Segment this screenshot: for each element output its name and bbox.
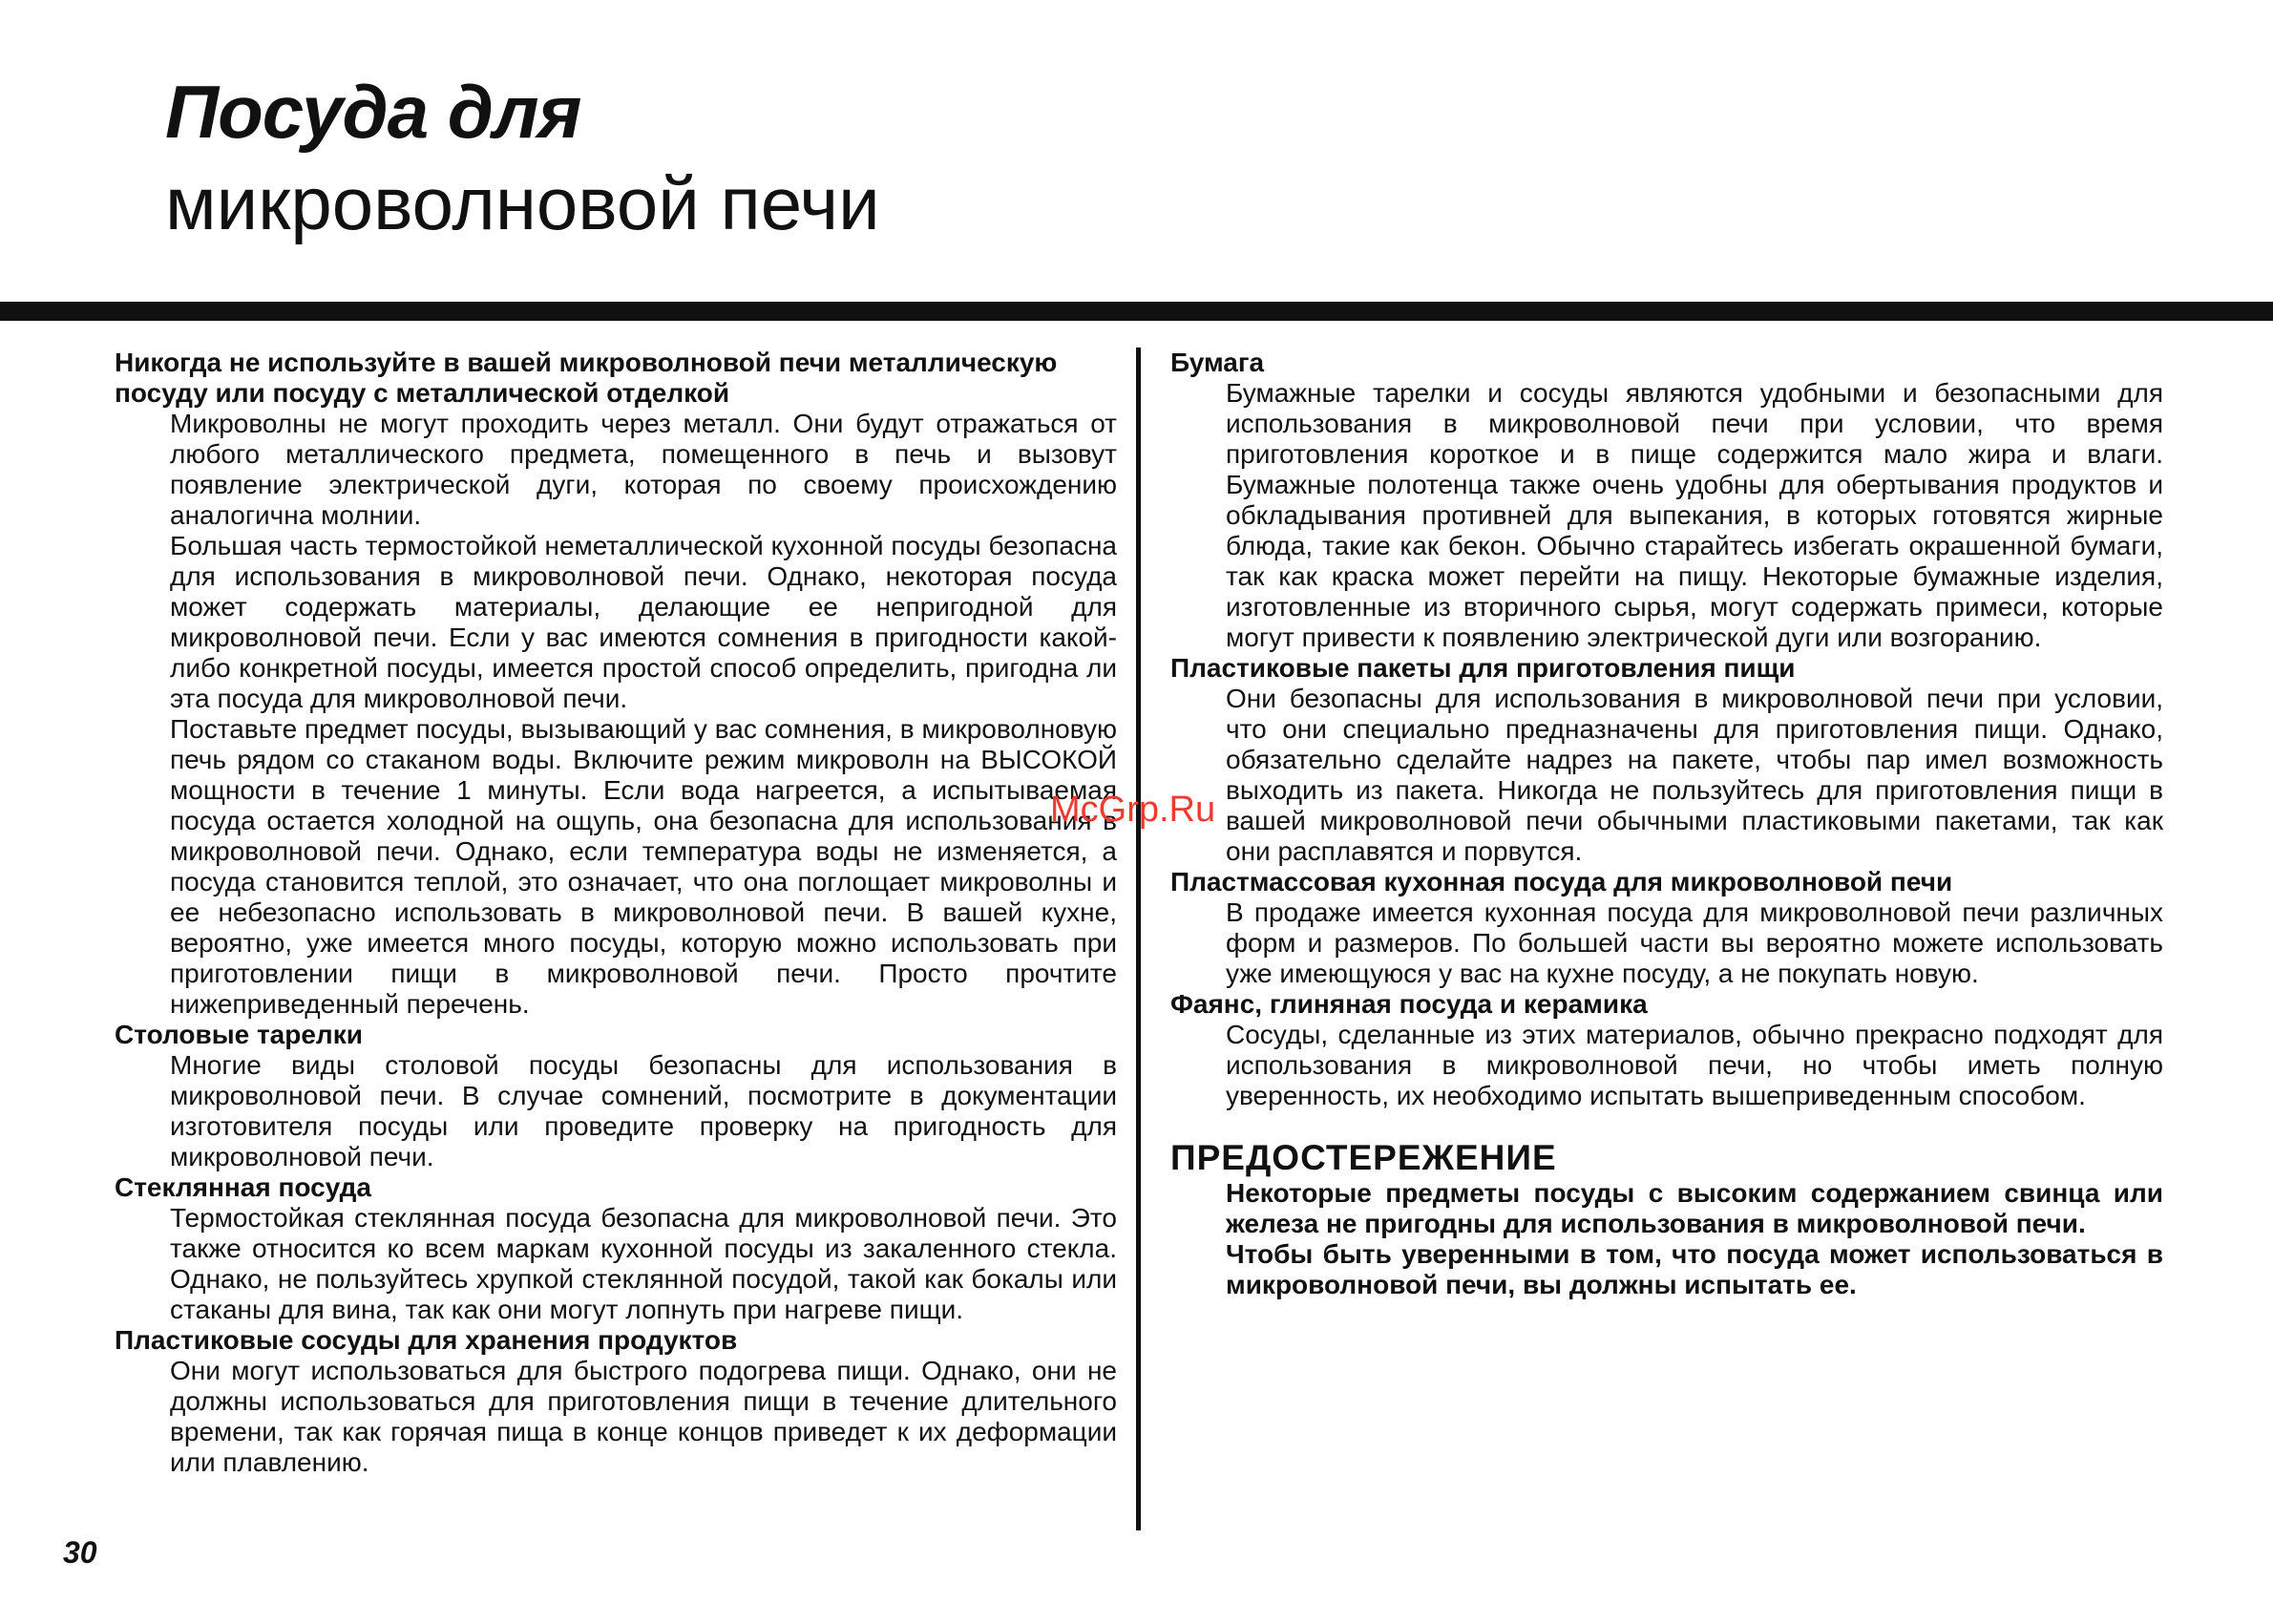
watermark-text: McGrp.Ru bbox=[1050, 790, 1216, 830]
section-paragraph: Микроволны не могут проходить через металл. Они будут отражаться от любого металлического предмета, помещенного в печь и вызовут появление электрической дуги, которая по своему происхождению аналогична молнии. bbox=[170, 409, 1117, 530]
right-column bbox=[1170, 348, 2163, 1300]
warning-paragraph: Чтобы быть уверенными в том, что посуда может использоваться в микроволновой печи, вы должны испытать ее. bbox=[1226, 1239, 2163, 1299]
left-column bbox=[115, 348, 1117, 1478]
section-heading-plastic-containers: Пластиковые сосуды для хранения продуктов bbox=[115, 1325, 738, 1355]
section-paragraph: Большая часть термостойкой неметаллической кухонной посуды безопасна для использования в микроволновой печи. Однако, некоторая посуда может содержать материалы, делающие ее непригодной для микроволновой печи. Если у вас имеются сомнения в пригодности какой-либо конкретной посуды, имеется простой способ определить, пригодна ли эта посуда для микроволновой печи. bbox=[170, 531, 1117, 713]
section-heading-ceramics: Фаянс, глиняная посуда и керамика bbox=[1170, 989, 1648, 1019]
section-heading-plastic-bags: Пластиковые пакеты для приготовления пищи bbox=[1170, 653, 1796, 683]
warning-title: ПРЕДОСТЕРЕЖЕНИЕ bbox=[1170, 1138, 1557, 1177]
section-paragraph: В продаже имеется кухонная посуда для микроволновой печи различных форм и размеров. По большей части вы вероятно можете использовать уже имеющуюся у вас на кухне посуду, а не покупать новую. bbox=[1226, 897, 2163, 988]
section-paragraph: Поставьте предмет посуды, вызывающий у вас сомнения, в микроволновую печь рядом со стаканом воды. Включите режим микроволн на ВЫСОКОЙ мощности в течение 1 минуты. Если вода нагреется, а испытываемая посуда остается холодной на ощупь, она безопасна для использования в микроволновой печи. Однако, если температура воды не изменяется, а посуда становится теплой, это означает, что она поглощает микроволны и ее небезопасно использовать в микроволновой печи. В вашей кухне, вероятно, уже имеется много посуды, которую можно использовать при приготовлении пищи в микроволновой печи. Просто прочтите нижеприведенный перечень. bbox=[170, 714, 1117, 1019]
page-subtitle: микроволновой печи bbox=[165, 161, 880, 245]
page-title: Посуда для bbox=[165, 70, 581, 154]
header-divider-bar bbox=[0, 302, 2273, 321]
section-paragraph: Бумажные тарелки и сосуды являются удобными и безопасными для использования в микроволновой печи при условии, что время приготовления короткое и в пище содержится мало жира и влаги. Бумажные полотенца также очень удобны для обертывания продуктов и обкладывания противней для выпекания, в которых готовятся жирные блюда, такие как бекон. Обычно старайтесь избегать окрашенной бумаги, так как краска может перейти на пищу. Некоторые бумажные изделия, изготовленные из вторичного сырья, могут содержать примеси, которые могут привести к появлению электрической дуги или возгоранию. bbox=[1226, 378, 2163, 652]
section-heading-plastic-cookware: Пластмассовая кухонная посуда для микроволновой печи bbox=[1170, 867, 1953, 896]
section-paragraph: Они могут использоваться для быстрого подогрева пищи. Однако, они не должны использоваться для приготовления пищи в течение длительного времени, так как горячая пища в конце концов приведет к их деформации или плавлению. bbox=[170, 1356, 1117, 1477]
warning-paragraph: Некоторые предметы посуды с высоким содержанием свинца или железа не пригодны для использования в микроволновой печи. bbox=[1226, 1178, 2163, 1238]
section-heading-metal: Никогда не используйте в вашей микроволновой печи металлическую посуду или посуду с металлической отделкой bbox=[115, 348, 1058, 408]
section-heading-plates: Столовые тарелки bbox=[115, 1020, 363, 1049]
section-paragraph: Они безопасны для использования в микроволновой печи при условии, что они специально предназначены для приготовления пищи. Однако, обязательно сделайте надрез на пакете, чтобы пар имел возможность выходить из пакета. Никогда не пользуйтесь для приготовления пищи в вашей микроволновой печи обычными пластиковыми пакетами, так как они расплавятся и порвутся. bbox=[1226, 684, 2163, 866]
section-heading-glass: Стеклянная посуда bbox=[115, 1172, 371, 1202]
section-paragraph: Многие виды столовой посуды безопасны для использования в микроволновой печи. В случае сомнений, посмотрите в документации изготовителя посуды или проведите проверку на пригодность для микроволновой печи. bbox=[170, 1050, 1117, 1171]
section-paragraph: Термостойкая стеклянная посуда безопасна для микроволновой печи. Это также относится ко всем маркам кухонной посуды из закаленного стекла. Однако, не пользуйтесь хрупкой стеклянной посудой, такой как бокалы или стаканы для вина, так как они могут лопнуть при нагреве пищи. bbox=[170, 1203, 1117, 1324]
column-divider bbox=[1136, 348, 1141, 1530]
section-paragraph: Сосуды, сделанные из этих материалов, обычно прекрасно подходят для использования в микроволновой печи, но чтобы иметь полную уверенность, их необходимо испытать вышеприведенным способом. bbox=[1226, 1020, 2163, 1110]
section-heading-paper: Бумага bbox=[1170, 348, 1265, 377]
page-number: 30 bbox=[63, 1535, 97, 1570]
